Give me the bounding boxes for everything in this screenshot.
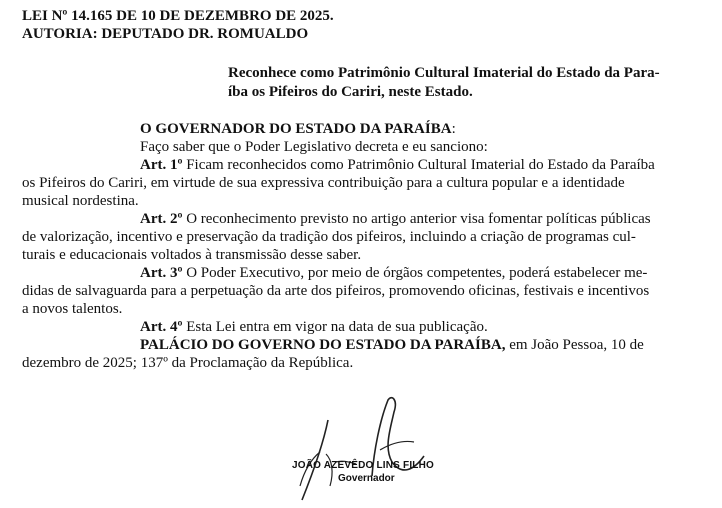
article-1 [22,156,710,174]
closing-date: dezembro de 2025; 137º da Proclamação da República. [22,355,354,371]
preamble-decree: Faço saber que o Poder Legislativo decreta e eu sanciono: [140,139,488,155]
article-text: Esta Lei entra em vigor na data de sua publicação. [182,319,488,335]
article-text: a novos talentos. [22,301,123,317]
article-label: Art. 2º [140,211,183,227]
article-label: Art. 1º [140,157,183,173]
closing-text: em João Pessoa, 10 de [505,337,644,353]
article-text: musical nordestina. [22,193,139,209]
article-4 [22,318,710,336]
governor-heading: O GOVERNADOR DO ESTADO DA PARAÍBA [140,121,452,137]
preamble-governor [22,120,710,138]
closing-palace [22,336,710,354]
ementa-line: íba os Pifeiros do Cariri, neste Estado. [228,84,473,100]
article-3 [22,264,710,282]
article-text: turais e educacionais voltados à transmissão desse saber. [22,247,362,263]
article-label: Art. 3º [140,265,183,281]
governor-colon: : [451,121,456,137]
ementa [228,64,708,102]
article-text: O Poder Executivo, por meio de órgãos competentes, poderá estabelecer me- [182,265,648,281]
article-text: de valorização, incentivo e preservação da tradição dos pifeiros, incluindo a criação de programas cul- [22,229,636,245]
ementa-line: Reconhece como Patrimônio Cultural Imaterial do Estado da Para- [228,65,660,81]
article-text: O reconhecimento previsto no artigo anterior visa fomentar políticas públicas [182,211,651,227]
law-body [22,120,710,372]
signatory-name: JOÃO AZEVÊDO LINS FILHO [292,460,435,471]
signatory-role: Governador [338,473,395,484]
article-2 [22,210,710,228]
article-text: Ficam reconhecidos como Patrimônio Cultural Imaterial do Estado da Paraíba [182,157,655,173]
palace-heading: PALÁCIO DO GOVERNO DO ESTADO DA PARAÍBA, [140,337,506,353]
article-text: os Pifeiros do Cariri, em virtude de sua expressiva contribuição para a cultura popular e a identidade [22,175,625,191]
article-text: didas de salvaguarda para a perpetuação da arte dos pifeiros, promovendo oficinas, festivais e incentivos [22,283,650,299]
law-number: LEI Nº 14.165 DE 10 DE DEZEMBRO DE 2025. [22,8,334,24]
signature-scribble-icon [280,390,460,506]
handwritten-signature [280,390,460,506]
law-authorship: AUTORIA: DEPUTADO DR. ROMUALDO [22,26,309,42]
article-label: Art. 4º [140,319,183,335]
